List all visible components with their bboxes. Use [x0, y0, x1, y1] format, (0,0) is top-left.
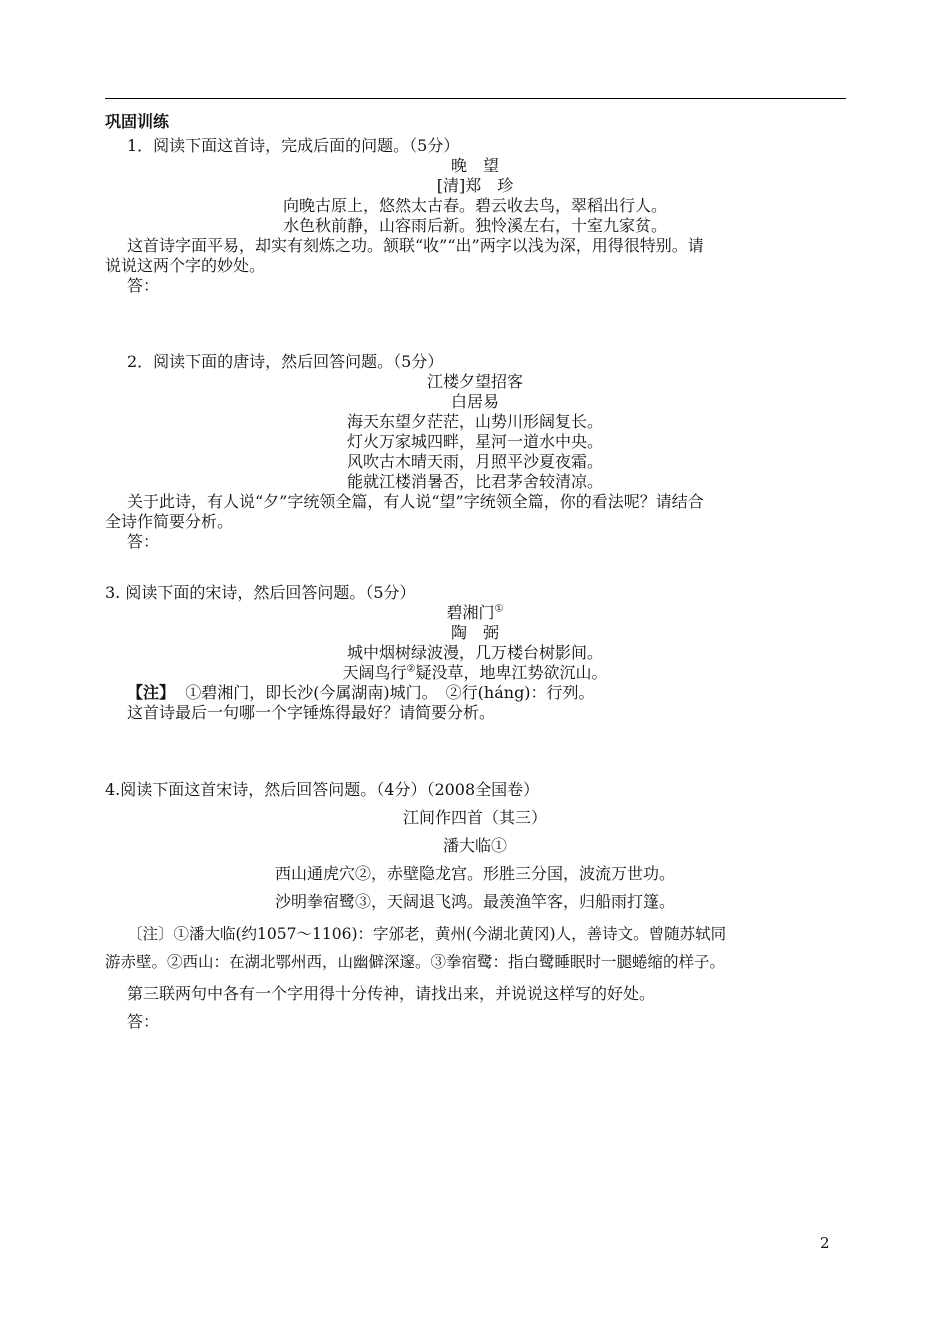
q3-note-label: 【注】: [127, 683, 176, 702]
q3-poem-line-part: 疑没草，地卑江势欲沉山。: [415, 663, 608, 682]
q3-title-footnote-mark: ①: [494, 603, 504, 615]
section-title: 巩固训练: [105, 112, 170, 131]
q4-poem-line: 沙明拳宿鹭③，天阔退飞鸿。最羡渔竿客，归船雨打篷。: [274, 892, 675, 911]
q3-question: 这首诗最后一句哪一个字锤炼得最好？请简要分析。: [127, 703, 496, 722]
q3-note: [127, 683, 595, 703]
q2-poem-author: 白居易: [450, 392, 499, 411]
q3-poem-title: 碧湘门: [446, 603, 495, 622]
q2-poem-line: 风吹古木晴天雨，月照平沙夏夜霜。: [346, 452, 603, 471]
q3-poem-line-part: 天阔鸟行: [342, 663, 407, 682]
q3-note-text: ①碧湘门，即长沙(今属湖南)城门。 ②行(háng)：行列。: [185, 683, 595, 702]
q2-prompt: 2．阅读下面的唐诗，然后回答问题。（5分）: [127, 352, 444, 371]
q4-poem-author: 潘大临①: [442, 836, 507, 855]
q3-poem-line: 城中烟树绿波漫，几万楼台树影间。: [346, 643, 603, 662]
q4-prompt: 4.阅读下面这首宋诗，然后回答问题。（4分）（2008全国卷）: [105, 780, 540, 799]
q3-line-footnote-mark: ②: [406, 663, 416, 675]
q1-answer-label: 答：: [127, 276, 160, 295]
q3-poem-line: [0, 663, 950, 683]
q2-poem-line: 灯火万家城四畔，星河一道水中央。: [346, 432, 603, 451]
q3-poem-title-line: [0, 603, 950, 623]
q1-question: 这首诗字面平易，却实有刻炼之功。颔联“收”“出”两字以浅为深，用得很特别。请: [127, 236, 704, 255]
q4-note: 〔注〕①潘大临(约1057～1106)：字邠老，黄州(今湖北黄冈)人，善诗文。曾随苏轼同: [127, 925, 727, 943]
q3-prompt: 3. 阅读下面的宋诗，然后回答问题。（5分）: [105, 583, 416, 602]
q2-poem-line: 海天东望夕茫茫，山势川形阔复长。: [346, 412, 603, 431]
q4-poem-line: 西山通虎穴②，赤壁隐龙宫。形胜三分国，波流万世功。: [274, 864, 675, 883]
q4-answer-label: 答：: [127, 1012, 160, 1031]
q2-question: 关于此诗，有人说“夕”字统领全篇，有人说“望”字统领全篇，你的看法呢？请结合: [127, 492, 704, 511]
q1-poem-author: [清]郑 珍: [436, 176, 514, 195]
q2-poem-title: 江楼夕望招客: [426, 372, 523, 391]
q3-poem-author: 陶 弼: [450, 623, 499, 642]
q2-question-cont: 全诗作简要分析。: [105, 512, 234, 531]
q4-question: 第三联两句中各有一个字用得十分传神，请找出来，并说说这样写的好处。: [127, 984, 656, 1003]
q4-poem-title: 江间作四首（其三）: [402, 808, 547, 827]
page-number: 2: [820, 1234, 830, 1252]
q1-poem-line: 水色秋前静，山容雨后新。独怜溪左右，十室九家贫。: [282, 216, 667, 235]
q1-poem-line: 向晚古原上，悠然太古春。碧云收去鸟，翠稻出行人。: [282, 196, 667, 215]
q2-poem-line: 能就江楼消暑否，比君茅舍较清凉。: [346, 472, 603, 491]
q2-answer-label: 答：: [127, 532, 160, 551]
q4-note-cont: 游赤壁。②西山：在湖北鄂州西，山幽僻深邃。③拳宿鹭：指白鹭睡眠时一腿蜷缩的样子。: [105, 953, 726, 971]
q1-poem-title: 晚 望: [450, 156, 499, 175]
q1-question-cont: 说说这两个字的妙处。: [105, 256, 266, 275]
q1-prompt: 1．阅读下面这首诗，完成后面的问题。（5分）: [127, 136, 460, 155]
header-rule: [105, 98, 846, 99]
